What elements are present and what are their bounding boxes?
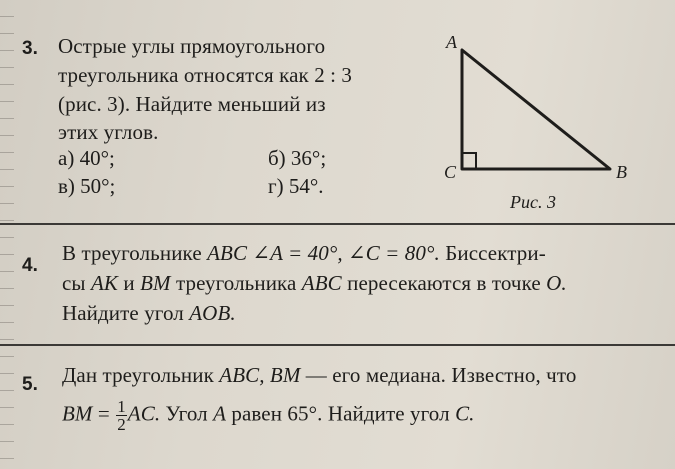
answer-option-g: г) 54°. xyxy=(268,174,324,198)
vertex-b-label: B xyxy=(616,162,627,182)
text: сы xyxy=(62,271,91,295)
text: — его медиана. Известно, что xyxy=(300,363,577,387)
task-4-line xyxy=(62,301,236,326)
triangle-abc xyxy=(462,50,610,169)
text: пересекаются в точке xyxy=(341,271,547,295)
math: C. xyxy=(455,401,475,426)
answer-option-b: б) 36°; xyxy=(268,146,327,170)
task-3-line: этих углов. xyxy=(58,120,159,144)
right-angle-mark xyxy=(462,153,476,169)
task-5-number: 5. xyxy=(22,374,38,395)
text: В треугольнике xyxy=(62,241,208,265)
math: AC. xyxy=(127,401,161,426)
math: ABC ∠A = 40°, ∠C = 80°. xyxy=(207,241,440,265)
divider xyxy=(0,344,675,346)
task-5-line xyxy=(62,363,576,388)
text: и xyxy=(118,271,141,295)
vertex-a-label: A xyxy=(446,32,457,52)
math: O. xyxy=(546,271,567,295)
math: A xyxy=(213,401,227,426)
task-4-line xyxy=(62,241,546,266)
math: ABC xyxy=(301,271,342,295)
task-4-number: 4. xyxy=(22,255,38,276)
task-3-line: Острые углы прямоугольного xyxy=(58,34,326,58)
task-3-line: (рис. 3). Найдите меньший из xyxy=(58,92,326,116)
vertex-c-label: C xyxy=(444,162,457,182)
task-4-line xyxy=(62,271,567,296)
figure-3 xyxy=(430,28,645,218)
text: = xyxy=(92,401,116,426)
task-3-line: треугольника относятся как 2 : 3 xyxy=(58,63,353,87)
math: AK xyxy=(90,271,119,295)
numerator: 1 xyxy=(117,397,126,416)
task-5-line xyxy=(62,398,475,433)
answer-option-v: в) 50°; xyxy=(58,174,116,198)
divider xyxy=(0,223,675,225)
math: ABC, BM xyxy=(219,363,301,387)
text: Угол xyxy=(160,401,214,426)
text: Дан треугольник xyxy=(62,363,220,387)
text: Найдите угол xyxy=(62,301,190,325)
text: равен 65°. Найдите угол xyxy=(226,401,456,426)
math: BM xyxy=(62,401,93,426)
fraction-one-half xyxy=(116,398,127,433)
margin-rule xyxy=(0,0,14,469)
math: AOB. xyxy=(189,301,236,325)
text: треугольника xyxy=(170,271,302,295)
text: Биссектри- xyxy=(439,241,546,265)
task-3-number: 3. xyxy=(22,38,38,59)
answer-option-a: а) 40°; xyxy=(58,146,115,170)
denominator: 2 xyxy=(117,415,126,434)
figure-caption: Рис. 3 xyxy=(510,192,556,212)
math: BM xyxy=(140,271,171,295)
